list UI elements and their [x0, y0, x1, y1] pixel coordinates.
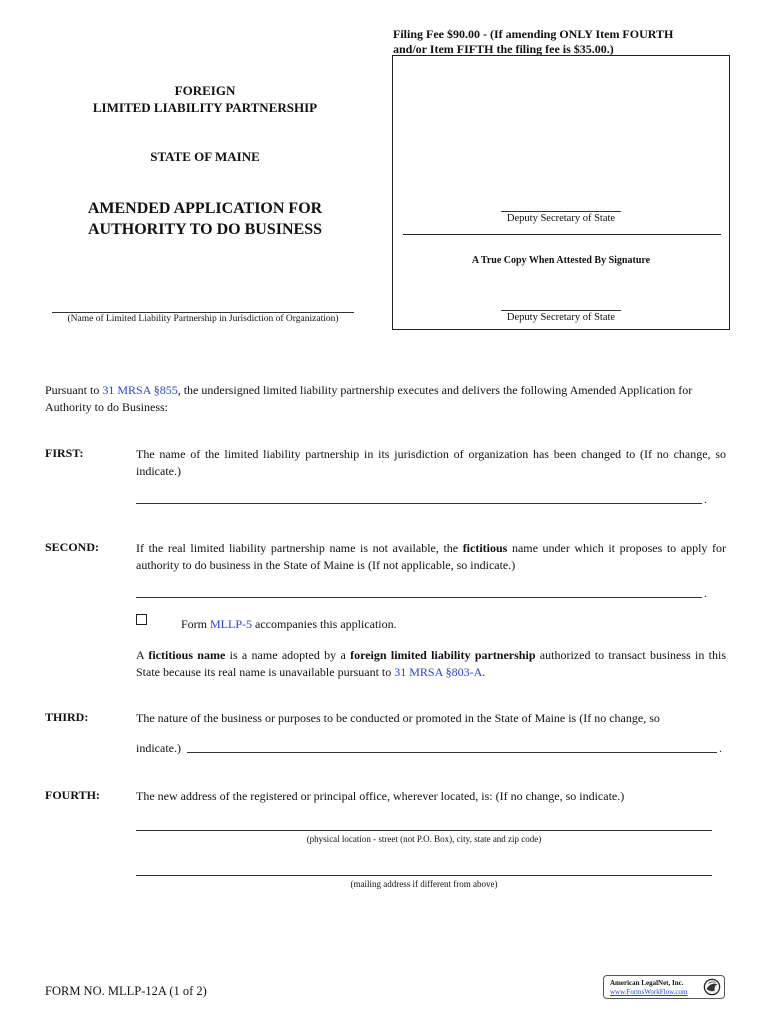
- physical-address-field[interactable]: [136, 830, 712, 831]
- second-text-bold: fictitious: [462, 541, 508, 555]
- third-business-field[interactable]: [187, 752, 717, 753]
- deputy-signature-line-2[interactable]: [501, 310, 621, 311]
- intro-text-pre: Pursuant to: [45, 383, 103, 397]
- llp-name-caption: (Name of Limited Liability Partnership in Jurisdiction of Organization): [67, 314, 339, 324]
- second-label: SECOND:: [45, 540, 100, 554]
- note-pre: A: [136, 648, 149, 662]
- third-text: The nature of the business or purposes to be conducted or promoted in the State of Maine is (If no change, so: [136, 711, 660, 725]
- filing-box: [392, 55, 730, 330]
- fourth-label: FOURTH:: [45, 788, 100, 802]
- filing-fee-line-1: Filing Fee $90.00 - (If amending ONLY Item FOURTH: [393, 27, 674, 41]
- form-mllp5-link[interactable]: MLLP-5: [210, 617, 253, 631]
- mailing-address-field[interactable]: [136, 875, 712, 876]
- box-divider: [403, 234, 721, 235]
- header-line-1: FOREIGN: [174, 83, 236, 98]
- header-state: STATE OF MAINE: [150, 149, 260, 164]
- first-period: .: [704, 492, 707, 506]
- mailing-address-caption: (mailing address if different from above): [350, 879, 498, 889]
- second-text-post: name under which it proposes to apply for authority to do business in the State of Maine is (If not applicable, so indicate.): [136, 541, 727, 572]
- first-name-field[interactable]: [136, 503, 702, 504]
- check-text-pre: Form: [181, 617, 211, 631]
- filing-fee-note: [393, 27, 733, 57]
- physical-address-caption: (physical location - street (not P.O. Box), city, state and zip code): [306, 834, 542, 844]
- americanlegalnet-badge[interactable]: [603, 975, 725, 999]
- header-foreign: [60, 82, 350, 116]
- third-indicate: indicate.): [136, 741, 181, 755]
- form-number: FORM NO. MLLP-12A (1 of 2): [45, 984, 207, 998]
- first-text: The name of the limited liability partnership in its jurisdiction of organization has been changed to (If no change, so indicate.): [136, 447, 726, 478]
- filing-fee-line-2: and/or Item FIFTH the filing fee is $35.00.): [393, 42, 614, 56]
- page-title: [60, 198, 350, 240]
- true-copy-label: A True Copy When Attested By Signature: [471, 255, 651, 266]
- mllp5-statement: [181, 616, 397, 633]
- statute-link-803a[interactable]: 31 MRSA §803-A: [394, 665, 483, 679]
- statute-link-855[interactable]: 31 MRSA §855: [102, 383, 178, 397]
- deputy-signature-line[interactable]: [501, 211, 621, 212]
- llp-name-field[interactable]: [52, 312, 354, 313]
- header-line-2: LIMITED LIABILITY PARTNERSHIP: [92, 100, 318, 115]
- title-line-1: AMENDED APPLICATION FOR: [87, 200, 323, 217]
- second-text: [136, 540, 726, 574]
- third-period: .: [719, 741, 722, 755]
- second-period: .: [704, 586, 707, 600]
- mllp5-checkbox[interactable]: [136, 614, 147, 625]
- second-text-pre: If the real limited liability partnership name is not available, the: [136, 541, 463, 555]
- deputy-secretary-label: Deputy Secretary of State: [506, 213, 616, 224]
- note-bold-1: fictitious name: [148, 648, 226, 662]
- deputy-secretary-label-2: Deputy Secretary of State: [506, 312, 616, 323]
- note-end: .: [482, 665, 486, 679]
- globe-logo-icon: [703, 978, 721, 996]
- third-label: THIRD:: [45, 710, 89, 724]
- badge-website-link[interactable]: www.FormsWorkFlow.com: [610, 988, 688, 996]
- second-name-field[interactable]: [136, 597, 702, 598]
- intro-paragraph: [45, 382, 726, 416]
- title-line-2: AUTHORITY TO DO BUSINESS: [88, 221, 322, 238]
- note-mid: is a name adopted by a: [225, 648, 351, 662]
- check-text-post: accompanies this application.: [252, 617, 397, 631]
- fictitious-name-note: [136, 647, 726, 681]
- intro-text-post: , the undersigned limited liability partnership executes and delivers the following Amended Application for Authority to do Business:: [45, 383, 693, 414]
- badge-company: American LegalNet, Inc.: [610, 979, 684, 987]
- fourth-text: The new address of the registered or principal office, wherever located, is: (If no change, so indicate.): [136, 789, 625, 803]
- note-post: authorized to transact business in this State because its real name is unavailable pursuant to: [136, 648, 726, 679]
- first-label: FIRST:: [45, 446, 84, 460]
- note-bold-2: foreign limited liability partnership: [350, 648, 536, 662]
